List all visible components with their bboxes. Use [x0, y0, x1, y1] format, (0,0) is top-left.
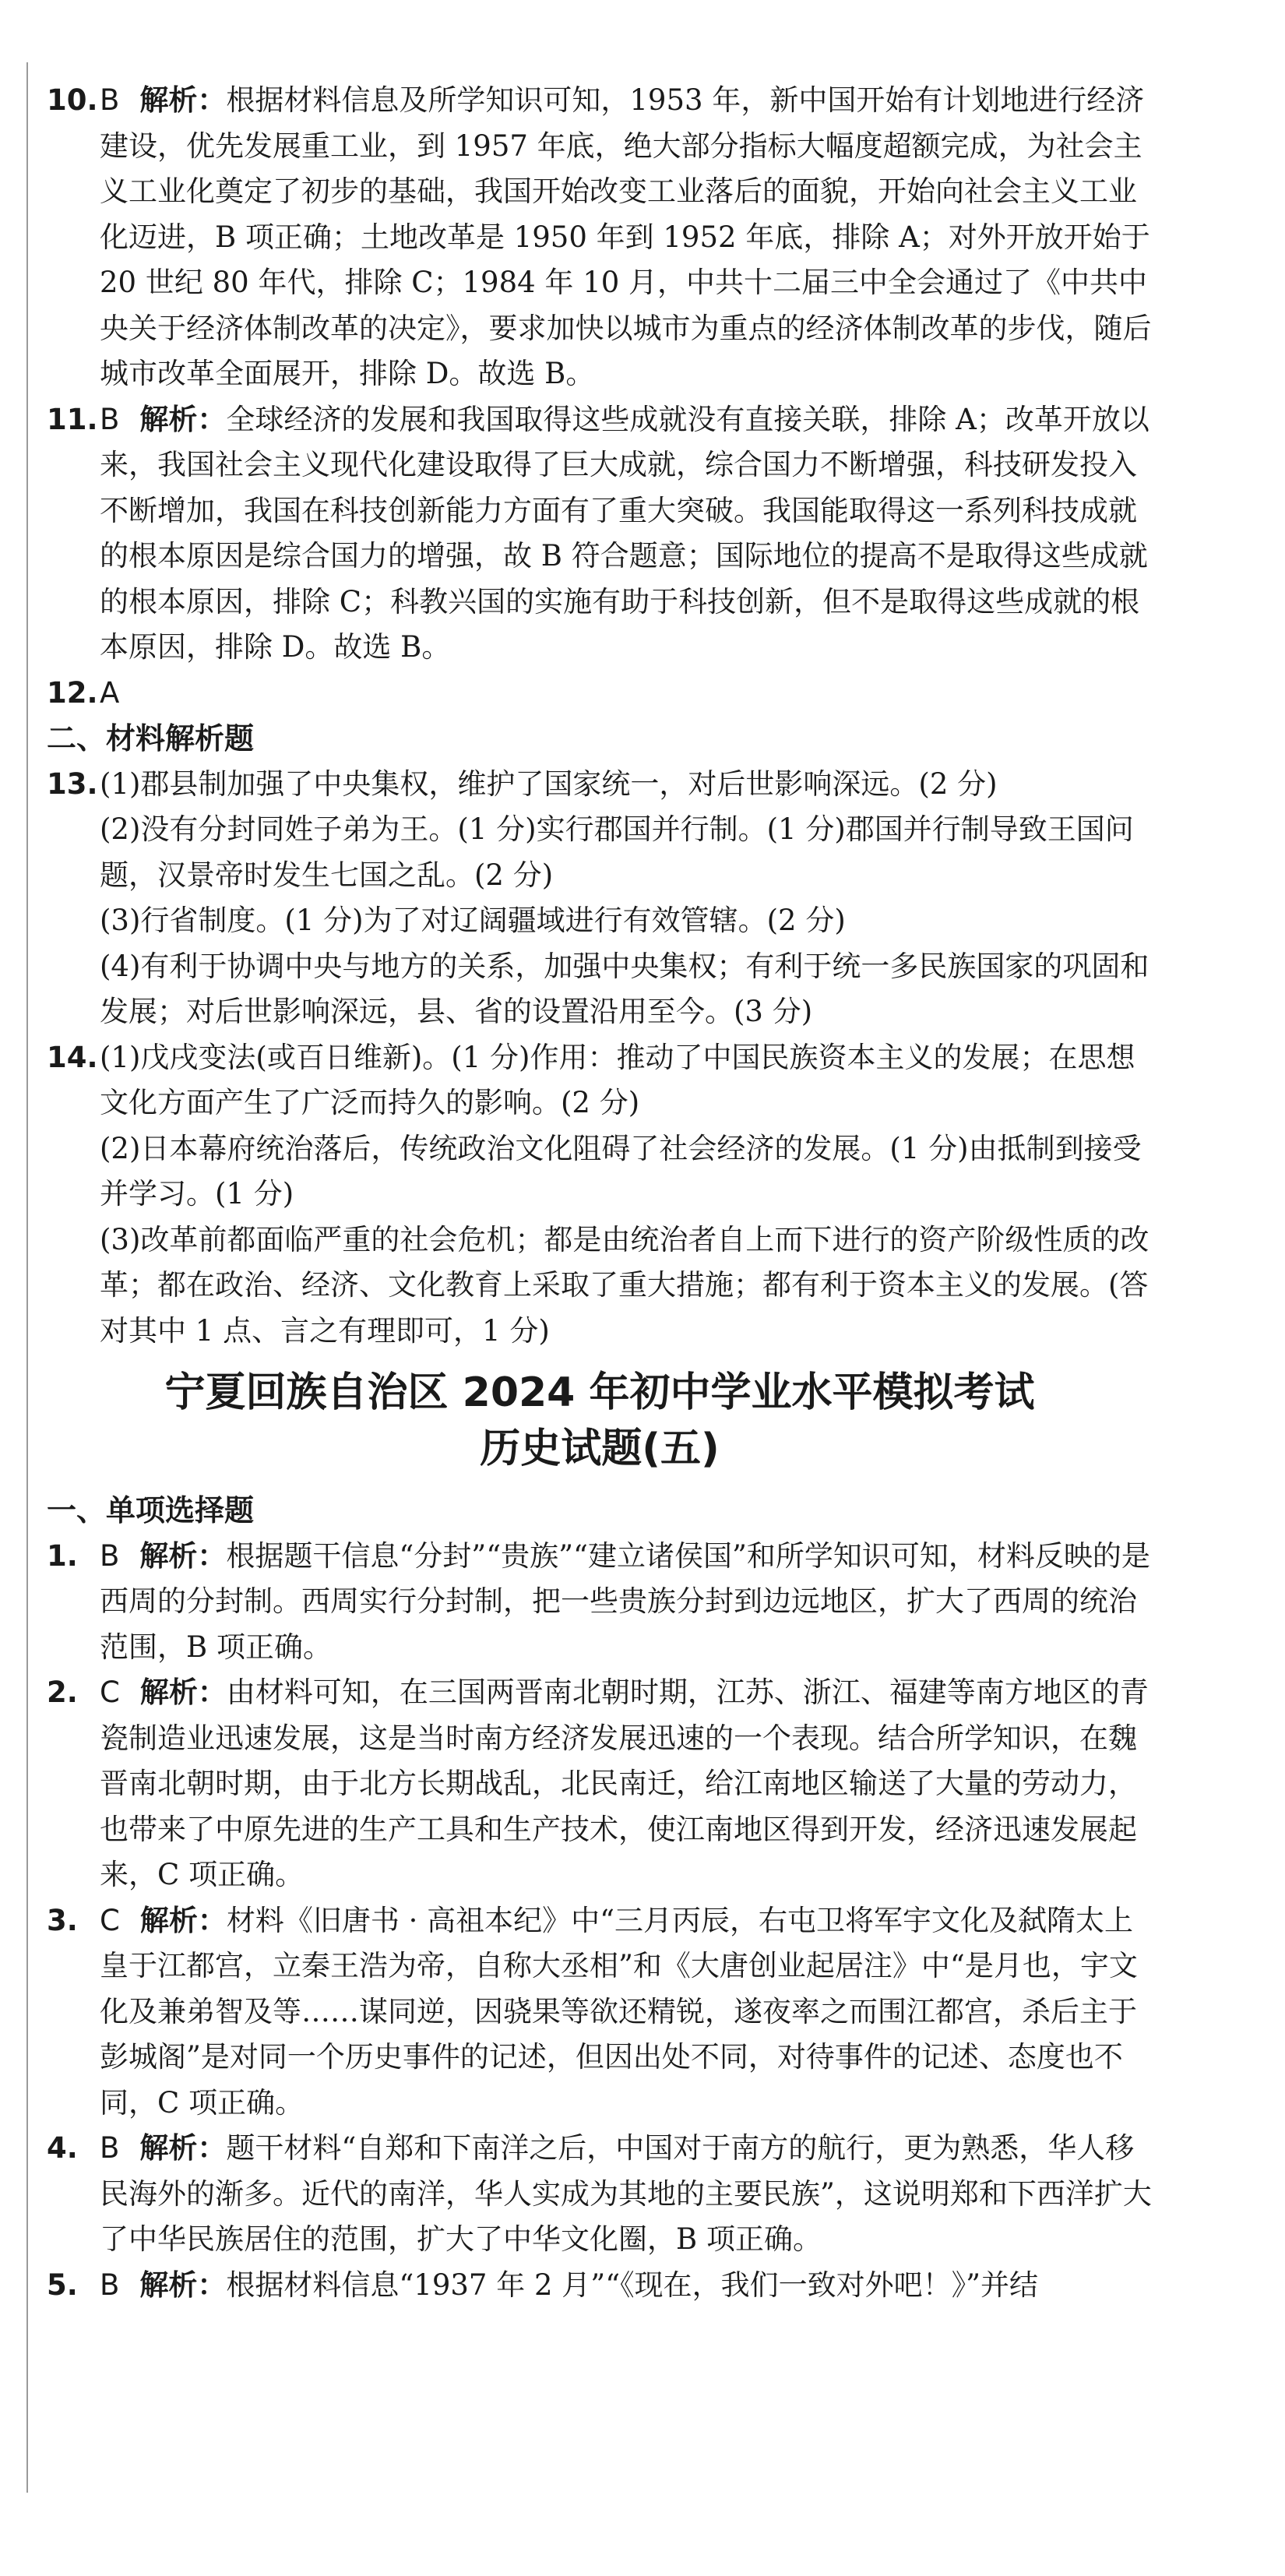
analysis-text: 由材料可知，在三国两晋南北朝时期，江苏、浙江、福建等南方地区的青瓷制造业迅速发展，这是当时南方经济发展迅速的一个表现。结合所学知识，在魏晋南北朝时期，由于北方长期战乱，北民南迁，给江南地区输送了大量的劳动力，也带来了中原先进的生产工具和生产技术，使江南地区得到开发，经济迅速发展起来，C 项正确。 [100, 1676, 1149, 1891]
answer-item-1 [47, 1534, 1153, 1671]
spacer [47, 1477, 1153, 1488]
answer-part-2: (2)没有分封同姓子弟为王。(1 分)实行郡国并行制。(1 分)郡国并行制导致王国问题，汉景帝时发生七国之乱。(2 分) [100, 812, 1134, 892]
analysis-label: 解析： [139, 83, 227, 117]
question-number: 1. [47, 1538, 78, 1573]
answer-choice: B [100, 402, 120, 436]
answer-part-2: (2)日本幕府统治落后，传统政治文化阻碍了社会经济的发展。(1 分)由抵制到接受并学习。(1 分) [100, 1131, 1142, 1210]
answer-part-4: (4)有利于协调中央与地方的关系，加强中央集权；有利于统一多民族国家的巩固和发展；对后世影响深远，县、省的设置沿用至今。(3 分) [100, 949, 1149, 1028]
answer-choice: B [100, 2268, 120, 2302]
question-number: 14. [47, 1040, 98, 1074]
analysis-label: 解析： [139, 2131, 227, 2165]
question-number: 5. [47, 2268, 78, 2302]
question-number: 2. [47, 1676, 78, 1709]
answer-part-1: (1)戊戌变法(或百日维新)。(1 分)作用：推动了中国民族资本主义的发展；在思想文化方面产生了广泛而持久的影响。(2 分) [100, 1040, 1135, 1119]
answer-choice: B [100, 83, 120, 117]
answer-choice: C [100, 1676, 120, 1709]
answer-choice: A [100, 675, 120, 710]
answer-item-3 [47, 1898, 1153, 2127]
section-heading-material: 二、材料解析题 [47, 721, 255, 756]
question-number: 4. [47, 2131, 78, 2165]
paper-title-line-1: 宁夏回族自治区 2024 年初中学业水平模拟考试 [164, 1369, 1035, 1416]
spacer [47, 1354, 1153, 1365]
question-number: 11. [47, 402, 98, 436]
analysis-label: 解析： [139, 2268, 227, 2302]
analysis-text: 根据题干信息“分封”“贵族”“建立诸侯国”和所学知识可知，材料反映的是西周的分封制。西周实行分封制，把一些贵族分封到边远地区，扩大了西周的统治范围，B 项正确。 [100, 1538, 1150, 1664]
answer-part-3: (3)行省制度。(1 分)为了对辽阔疆域进行有效管辖。(2 分) [100, 904, 846, 937]
answer-item-2 [47, 1670, 1153, 1898]
answer-item-12 [47, 671, 1153, 717]
answer-item-14 [47, 1035, 1153, 1355]
answer-item-4 [47, 2126, 1153, 2263]
paper-title-line-2: 历史试题(五) [480, 1425, 720, 1472]
analysis-text: 全球经济的发展和我国取得这些成就没有直接关联，排除 A；改革开放以来，我国社会主义现代化建设取得了巨大成就，综合国力不断增强，科技研发投入不断增加，我国在科技创新能力方面有了重大突破。我国能取得这一系列科技成就的根本原因是综合国力的增强，故 B 符合题意；国际地位的提高不是取得这些成就的根本原因，排除 C；科教兴国的实施有助于科技创新，但不是取得这些成就的根本原因，排除 D。故选 B。 [100, 402, 1149, 664]
answer-item-5 [47, 2263, 1153, 2309]
answer-item-11 [47, 397, 1153, 671]
answer-item-10 [47, 78, 1153, 397]
analysis-label: 解析： [139, 1676, 227, 1709]
question-number: 13. [47, 766, 98, 801]
analysis-label: 解析： [139, 1538, 227, 1573]
answer-choice: B [100, 1538, 120, 1573]
analysis-text: 题干材料“自郑和下南洋之后，中国对于南方的航行，更为熟悉，华人移民海外的渐多。近代的南洋，华人实成为其地的主要民族”，这说明郑和下西洋扩大了中华民族居住的范围，扩大了中华文化圈，B 项正确。 [100, 2131, 1152, 2256]
answer-choice: B [100, 2131, 120, 2165]
question-number: 10. [47, 83, 98, 117]
answer-page [47, 78, 1153, 2308]
analysis-label: 解析： [139, 402, 227, 436]
question-number: 3. [47, 1903, 78, 1937]
answer-item-13 [47, 762, 1153, 1035]
section-heading-single-choice: 一、单项选择题 [47, 1493, 255, 1528]
analysis-label: 解析： [139, 1903, 227, 1937]
left-margin-rule [26, 62, 28, 2493]
answer-part-3: (3)改革前都面临严重的社会危机；都是由统治者自上而下进行的资产阶级性质的改革；都在政治、经济、文化教育上采取了重大措施；都有利于资本主义的发展。(答对其中 1 点、言之有理即可，1 分) [100, 1222, 1149, 1348]
analysis-text: 材料《旧唐书 · 高祖本纪》中“三月丙辰，右屯卫将军宇文化及弑隋太上皇于江都宫，立秦王浩为帝，自称大丞相”和《大唐创业起居注》中“是月也，宇文化及兼弟智及等……谋同逆，因骁果等欲还精锐，遂夜率之而围江都宫，杀后主于彭城阁”是对同一个历史事件的记述，但因出处不同，对待事件的记述、态度也不同，C 项正确。 [100, 1903, 1138, 2120]
analysis-text: 根据材料信息及所学知识可知，1953 年，新中国开始有计划地进行经济建设，优先发展重工业，到 1957 年底，绝大部分指标大幅度超额完成，为社会主义工业化奠定了初步的基础，我国开始改变工业落后的面貌，开始向社会主义工业化迈进，B 项正确；土地改革是 1950 年到 1952 年底，排除 A；对外开放开始于 20 世纪 80 年代，排除 C；1984 年 10 月，中共十二届三中全会通过了《中共中央关于经济体制改革的决定》，要求加快以城市为重点的经济体制改革的步伐，随后城市改革全面展开，排除 D。故选 B。 [100, 83, 1152, 390]
answer-part-1: (1)郡县制加强了中央集权，维护了国家统一，对后世影响深远。(2 分) [100, 766, 998, 801]
question-number: 12. [47, 675, 98, 710]
answer-choice: C [100, 1903, 120, 1937]
analysis-text: 根据材料信息“1937 年 2 月”“《现在，我们一致对外吧！》”并结 [226, 2268, 1039, 2302]
